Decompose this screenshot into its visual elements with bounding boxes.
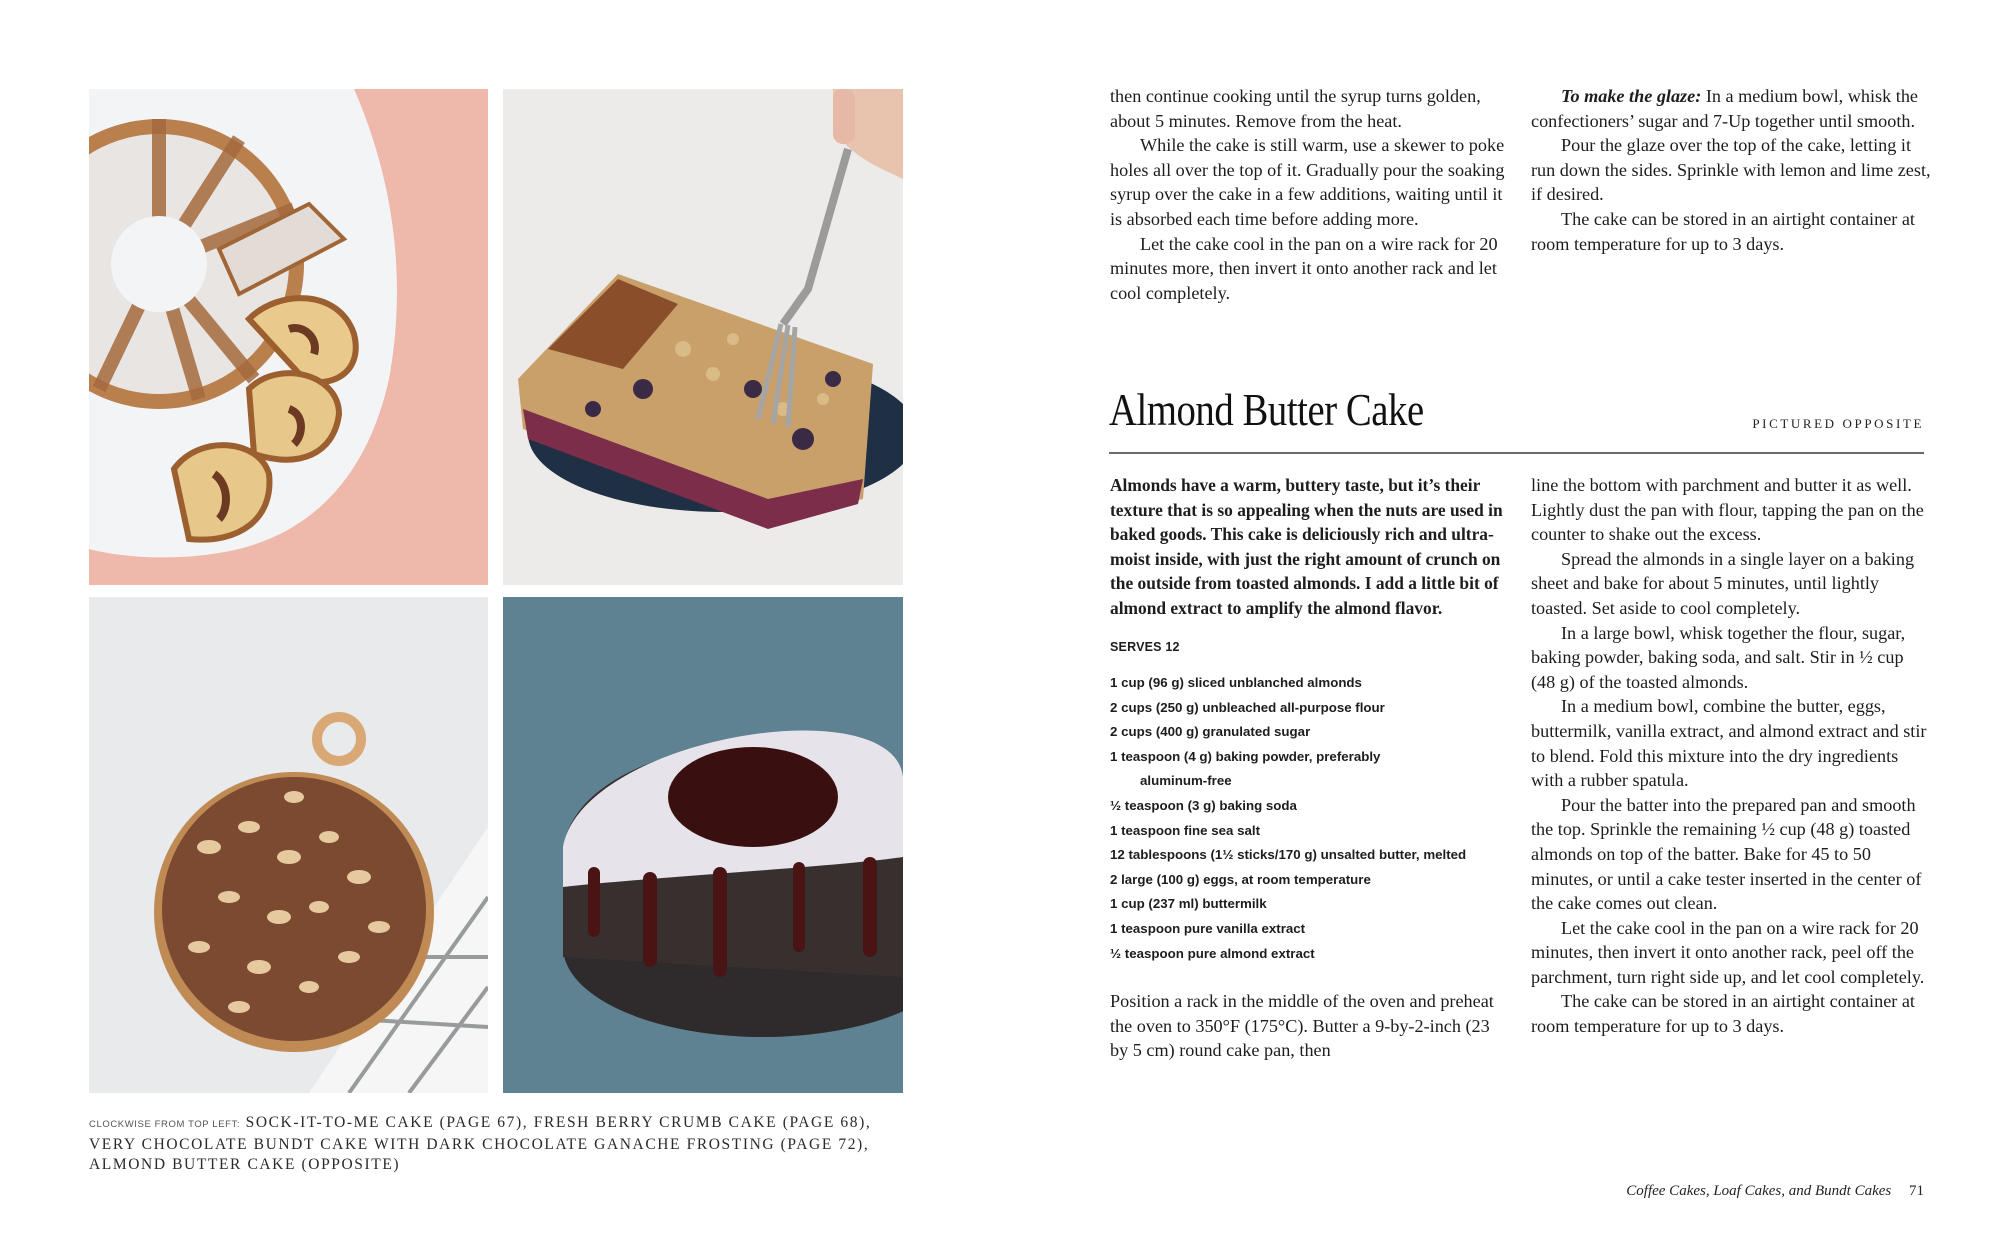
photo-almond-butter-cake bbox=[89, 597, 488, 1093]
caption-lead: CLOCKWISE FROM TOP LEFT: bbox=[89, 1119, 241, 1130]
method-paragraph: line the bottom with parchment and butter it as well. Lightly dust the pan with flour, tapping the pan on the counter to shake out the excess. bbox=[1531, 475, 1924, 545]
serves-label: SERVES 12 bbox=[1110, 640, 1180, 654]
method-paragraph: Let the cake cool in the pan on a wire rack for 20 minutes, then invert it onto another rack, peel off the parchment, turn right side up, and let cool completely. bbox=[1531, 917, 1925, 987]
paragraph: The cake can be stored in an airtight container at room temperature for up to 3 days. bbox=[1531, 208, 1915, 254]
ingredient-item: 2 cups (250 g) unbleached all-purpose flour bbox=[1110, 699, 1385, 715]
paragraph bbox=[1531, 84, 1931, 133]
paragraph: Pour the glaze over the top of the cake, letting it run down the sides. Sprinkle with lemon and lime zest, if desired. bbox=[1531, 135, 1931, 205]
ingredient-item: ½ teaspoon (3 g) baking soda bbox=[1110, 797, 1297, 813]
ingredient-list bbox=[1110, 671, 1530, 966]
paragraph: While the cake is still warm, use a skewer to poke holes all over the top of it. Gradually pour the soaking syrup over the cake in a few additions, waiting until it is absorbed each time before adding more. bbox=[1110, 135, 1505, 229]
glaze-text: In a medium bowl, whisk the confectioners’ sugar and 7-Up together until smooth. bbox=[1531, 86, 1918, 131]
method-paragraph: Position a rack in the middle of the oven and preheat the oven to 350°F (175°C). Butter a 9-by-2-inch (23 by 5 cm) round cake pan, then bbox=[1110, 991, 1494, 1061]
previous-recipe-left-column bbox=[1110, 84, 1510, 305]
ingredient-item: 2 cups (400 g) granulated sugar bbox=[1110, 724, 1311, 740]
paragraph: Let the cake cool in the pan on a wire rack for 20 minutes more, then invert it onto another rack and let cool completely. bbox=[1110, 233, 1498, 303]
ingredient-item: 1 teaspoon pure vanilla extract bbox=[1110, 920, 1306, 936]
page-footer bbox=[1626, 1183, 1924, 1200]
photo-caption bbox=[89, 1113, 909, 1175]
method-paragraph: In a large bowl, whisk together the flour, sugar, baking powder, baking soda, and salt. Stir in ½ cup (48 g) of the toasted almonds. bbox=[1531, 622, 1906, 692]
photo-fresh-berry-crumb-cake bbox=[503, 89, 903, 585]
method-paragraph: The cake can be stored in an airtight container at room temperature for up to 3 days. bbox=[1531, 991, 1915, 1037]
ingredient-continuation: aluminum-free bbox=[1140, 773, 1232, 789]
photo-sock-it-to-me-cake bbox=[89, 89, 488, 585]
bundt-cake-illustration bbox=[89, 89, 488, 585]
glaze-lead: To make the glaze: bbox=[1561, 86, 1702, 106]
method-right-column bbox=[1531, 473, 1931, 1039]
recipe-intro bbox=[1110, 473, 1510, 621]
page-number: 71 bbox=[1909, 1183, 1924, 1199]
chocolate-bundt-cake-illustration bbox=[503, 597, 903, 1093]
pictured-opposite-note: PICTURED OPPOSITE bbox=[1752, 416, 1924, 431]
berry-crumb-cake-illustration bbox=[503, 89, 903, 585]
ingredient-item: 1 cup (96 g) sliced unblanched almonds bbox=[1110, 675, 1362, 690]
previous-recipe-right-column bbox=[1531, 84, 1931, 256]
ingredient-item: ½ teaspoon pure almond extract bbox=[1110, 945, 1315, 961]
ingredient-item: 1 cup (237 ml) buttermilk bbox=[1110, 896, 1267, 912]
almond-cake-illustration bbox=[89, 597, 488, 1093]
method-paragraph: Spread the almonds in a single layer on a baking sheet and bake for about 5 minutes, until lightly toasted. Set aside to cool completely. bbox=[1531, 548, 1915, 618]
ingredient-item: 12 tablespoons (1½ sticks/170 g) unsalted butter, melted bbox=[1110, 847, 1467, 863]
caption-text: SOCK-IT-TO-ME CAKE (PAGE 67), FRESH BERRY CRUMB CAKE (PAGE 68), VERY CHOCOLATE BUNDT CAKE WITH DARK CHOCOLATE GANACHE FROSTING (PAGE 72), ALMOND BUTTER CAKE (OPPOSITE) bbox=[89, 1114, 872, 1173]
intro-text: Almonds have a warm, buttery taste, but it’s their texture that is so appealing when the nuts are used in baked goods. This cake is deliciously rich and ultra-moist inside, with just the right amount of crunch on the outside from toasted almonds. I add a little bit of almond extract to amplify the almond flavor. bbox=[1110, 475, 1503, 618]
method-paragraph: In a medium bowl, combine the butter, eggs, buttermilk, vanilla extract, and almond extract and stir to blend. Fold this mixture into the dry ingredients with a rubber spatula. bbox=[1531, 696, 1927, 791]
photo-very-chocolate-bundt-cake bbox=[503, 597, 903, 1093]
title-divider bbox=[1109, 452, 1924, 454]
ingredient-item: 2 large (100 g) eggs, at room temperature bbox=[1110, 871, 1371, 887]
method-paragraph: Pour the batter into the prepared pan and smooth the top. Sprinkle the remaining ½ cup (48 g) toasted almonds on top of the batter. Bake for 45 to 50 minutes, or until a cake tester inserted in the center of the cake comes out clean. bbox=[1531, 794, 1922, 914]
recipe-title: Almond Butter Cake bbox=[1109, 385, 1424, 435]
running-footer-section: Coffee Cakes, Loaf Cakes, and Bundt Cakes bbox=[1626, 1183, 1892, 1199]
ingredient-text: 1 teaspoon (4 g) baking powder, preferably bbox=[1110, 748, 1381, 764]
ingredient-item: 1 teaspoon fine sea salt bbox=[1110, 822, 1261, 838]
method-left-column bbox=[1110, 989, 1510, 1063]
paragraph: then continue cooking until the syrup turns golden, about 5 minutes. Remove from the heat. bbox=[1110, 86, 1481, 131]
ingredient-item bbox=[1110, 745, 1530, 794]
